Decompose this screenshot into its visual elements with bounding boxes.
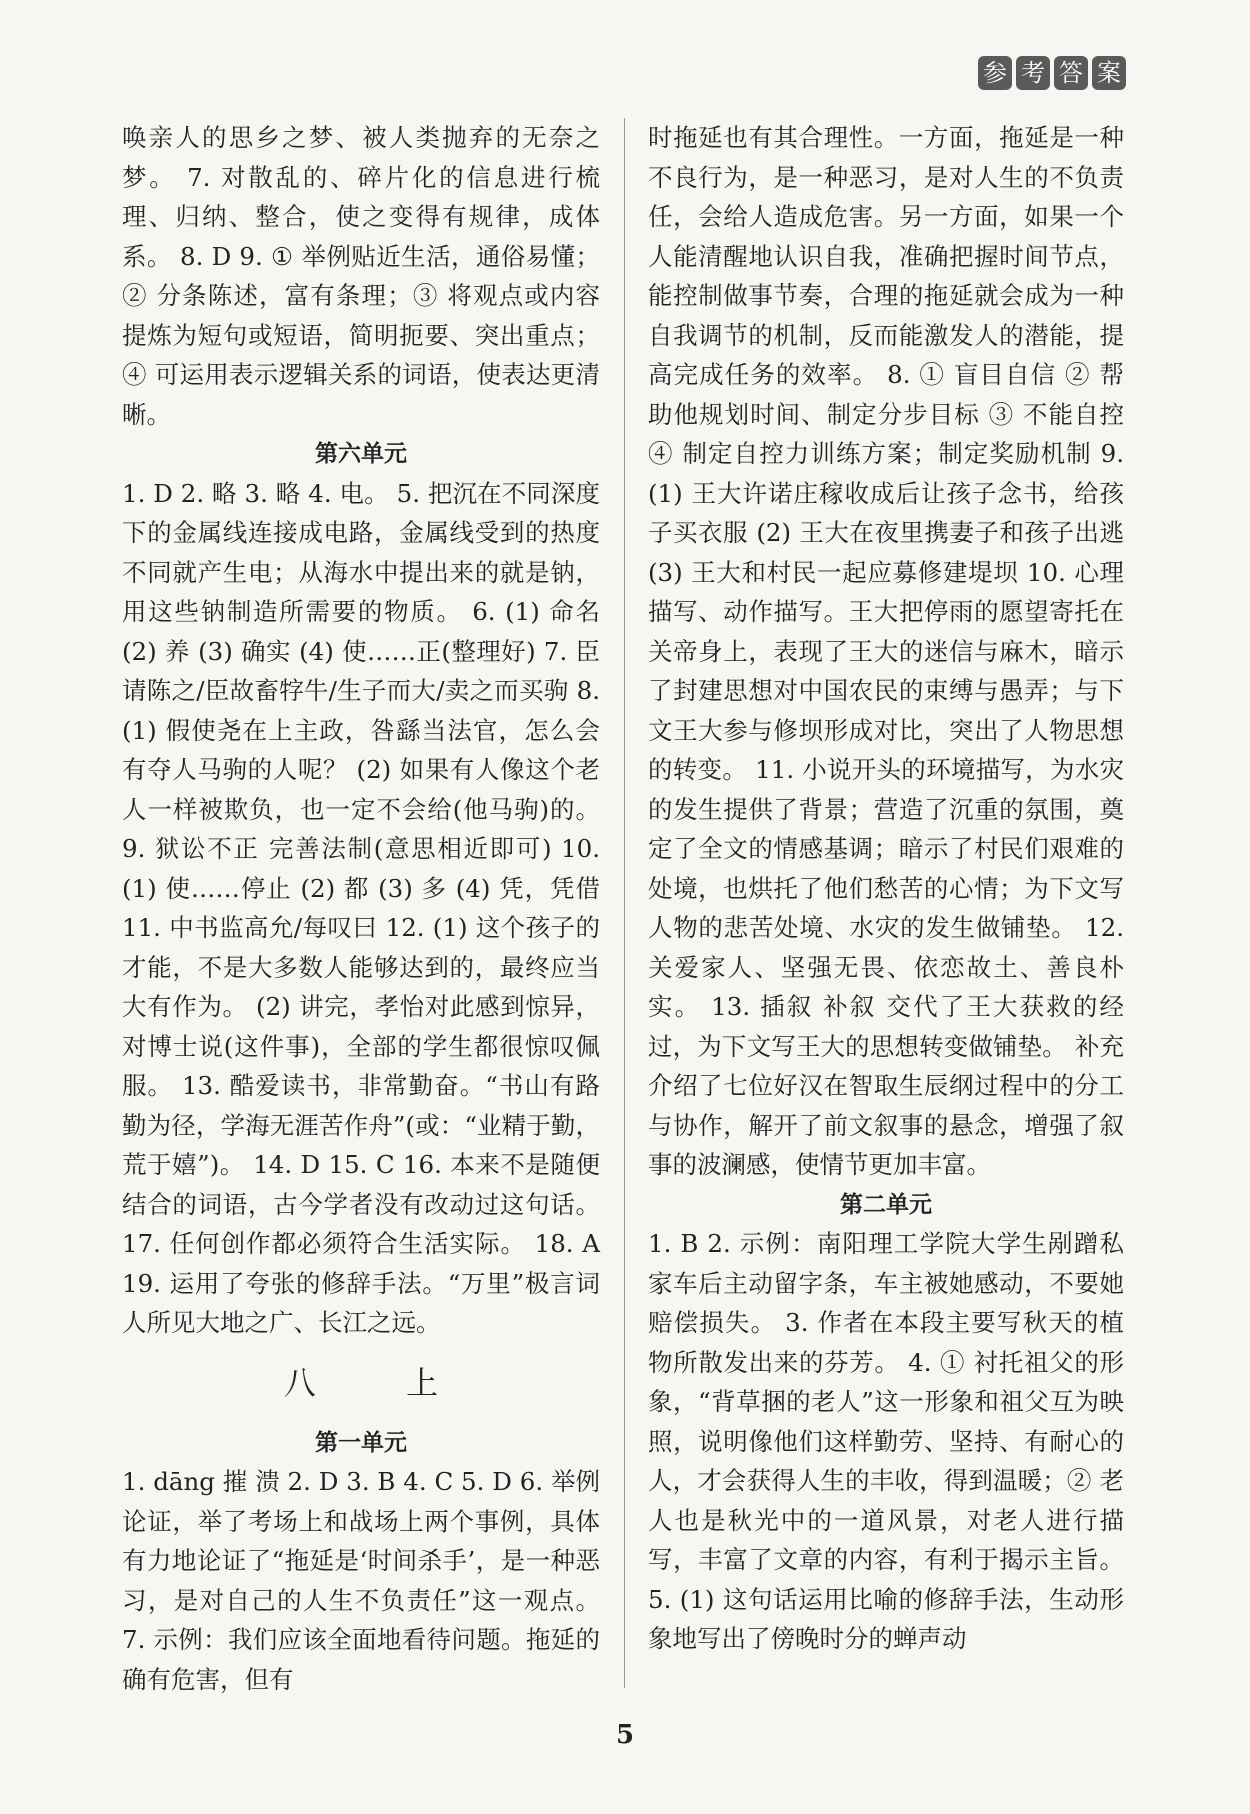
page-number: 5	[615, 1720, 635, 1750]
answer-paragraph: 1. dāng 摧 溃 2. D 3. B 4. C 5. D 6. 举例论证，举了考场上和战场上两个事例，具体有力地论证了“拖延是‘时间杀手’，是一种恶习，是对自己的人生不负责任”这一观点。 7. 示例：我们应该全面地看待问题。拖延的确有危害，但有	[122, 1467, 600, 1694]
answer-paragraph: 时拖延也有其合理性。一方面，拖延是一种不良行为，是一种恶习，是对人生的不负责任，会给人造成危害。另一方面，如果一个人能清醒地认识自我，准确把握时间节点，能控制做事节奏，合理的拖延就会成为一种自我调节的机制，反而能激发人的潜能，提高完成任务的效率。 8. ① 盲目自信 ② 帮助他规划时间、制定分步目标 ③ 不能自控 ④ 制定自控力训练方案；制定奖励机制 9. (1) 王大许诺庄稼收成后让孩子念书，给孩子买衣服 (2) 王大在夜里携妻子和孩子出逃 (3) 王大和村民一起应募修建堤坝 10. 心理描写、动作描写。王大把停雨的愿望寄托在关帝身上，表现了王大的迷信与麻木，暗示了封建思想对中国农民的束缚与愚弄；与下文王大参与修坝形成对比，突出了人物思想的转变。 11. 小说开头的环境描写，为水灾的发生提供了背景；营造了沉重的氛围，奠定了全文的情感基调；暗示了村民们艰难的处境，也烘托了他们愁苦的心情；为下文写人物的悲苦处境、水灾的发生做铺垫。 12. 关爱家人、坚强无畏、依恋故土、善良朴实。 13. 插叙 补叙 交代了王大获救的经过，为下文写王大的思想转变做铺垫。 补充介绍了七位好汉在智取生辰纲过程中的分工与协作，解开了前文叙事的悬念，增强了叙事的波澜感，使情节更加丰富。	[648, 123, 1124, 1179]
badge-char: 考	[1016, 56, 1050, 90]
answer-paragraph: 唤亲人的思乡之梦、被人类抛弃的无奈之梦。 7. 对散乱的、碎片化的信息进行梳理、归纳、整合，使之变得有规律，成体系。 8. D 9. ① 举例贴近生活，通俗易懂；② 分条陈述，富有条理；③ 将观点或内容提炼为短句或短语，简明扼要、突出重点；④ 可运用表示逻辑关系的词语，使表达更清晰。	[122, 123, 600, 429]
answer-paragraph: 1. D 2. 略 3. 略 4. 电。 5. 把沉在不同深度下的金属线连接成电路，金属线受到的热度不同就产生电；从海水中提出来的就是钠，用这些钠制造所需要的物质。 6. (1) 命名 (2) 养 (3) 确实 (4) 使……正(整理好) 7. 臣请陈之/臣故畜牸牛/生子而大/卖之而买驹 8. (1) 假使尧在上主政，咎繇当法官，怎么会有夺人马驹的人呢？ (2) 如果有人像这个老人一样被欺负，也一定不会给(他马驹)的。 9. 狱讼不正 完善法制(意思相近即可) 10. (1) 使……停止 (2) 都 (3) 多 (4) 凭，凭借 11. 中书监高允/每叹曰 12. (1) 这个孩子的才能，不是大多数人能够达到的，最终应当大有作为。 (2) 讲完，孝怡对此感到惊异，对博士说(这件事)，全部的学生都很惊叹佩服。 13. 酷爱读书，非常勤奋。“书山有路勤为径，学海无涯苦作舟”(或：“业精于勤，荒于嬉”)。 14. D 15. C 16. 本来不是随便结合的词语，古今学者没有改动过这句话。 17. 任何创作都必须符合生活实际。 18. A 19. 运用了夸张的修辞手法。“万里”极言词人所见大地之广、长江之远。	[122, 478, 600, 1337]
answer-paragraph: 1. B 2. 示例：南阳理工学院大学生剐蹭私家车后主动留字条，车主被她感动，不要她赔偿损失。 3. 作者在本段主要写秋天的植物所散发出来的芬芳。 4. ① 衬托祖父的形象，“背草捆的老人”这一形象和祖父互为映照，说明像他们这样勤劳、坚持、有耐心的人，才会获得人生的丰收，得到温暖；② 老人也是秋光中的一道风景，对老人进行描写，丰富了文章的内容，有利于揭示主旨。 5. (1) 这句话运用比喻的修辞手法，生动形象地写出了傍晚时分的蝉声动	[648, 1229, 1124, 1653]
badge-char: 案	[1092, 56, 1126, 90]
section-heading: 第一单元	[315, 1428, 407, 1456]
section-heading: 第六单元	[315, 440, 407, 467]
answer-key-badge	[978, 56, 1126, 90]
column-divider	[624, 118, 625, 1688]
right-column	[648, 118, 1124, 1659]
grade-heading: 八 上	[283, 1363, 479, 1402]
badge-char: 参	[978, 56, 1012, 90]
left-column	[122, 118, 600, 1699]
badge-char: 答	[1054, 56, 1088, 90]
section-heading: 第二单元	[840, 1190, 932, 1218]
